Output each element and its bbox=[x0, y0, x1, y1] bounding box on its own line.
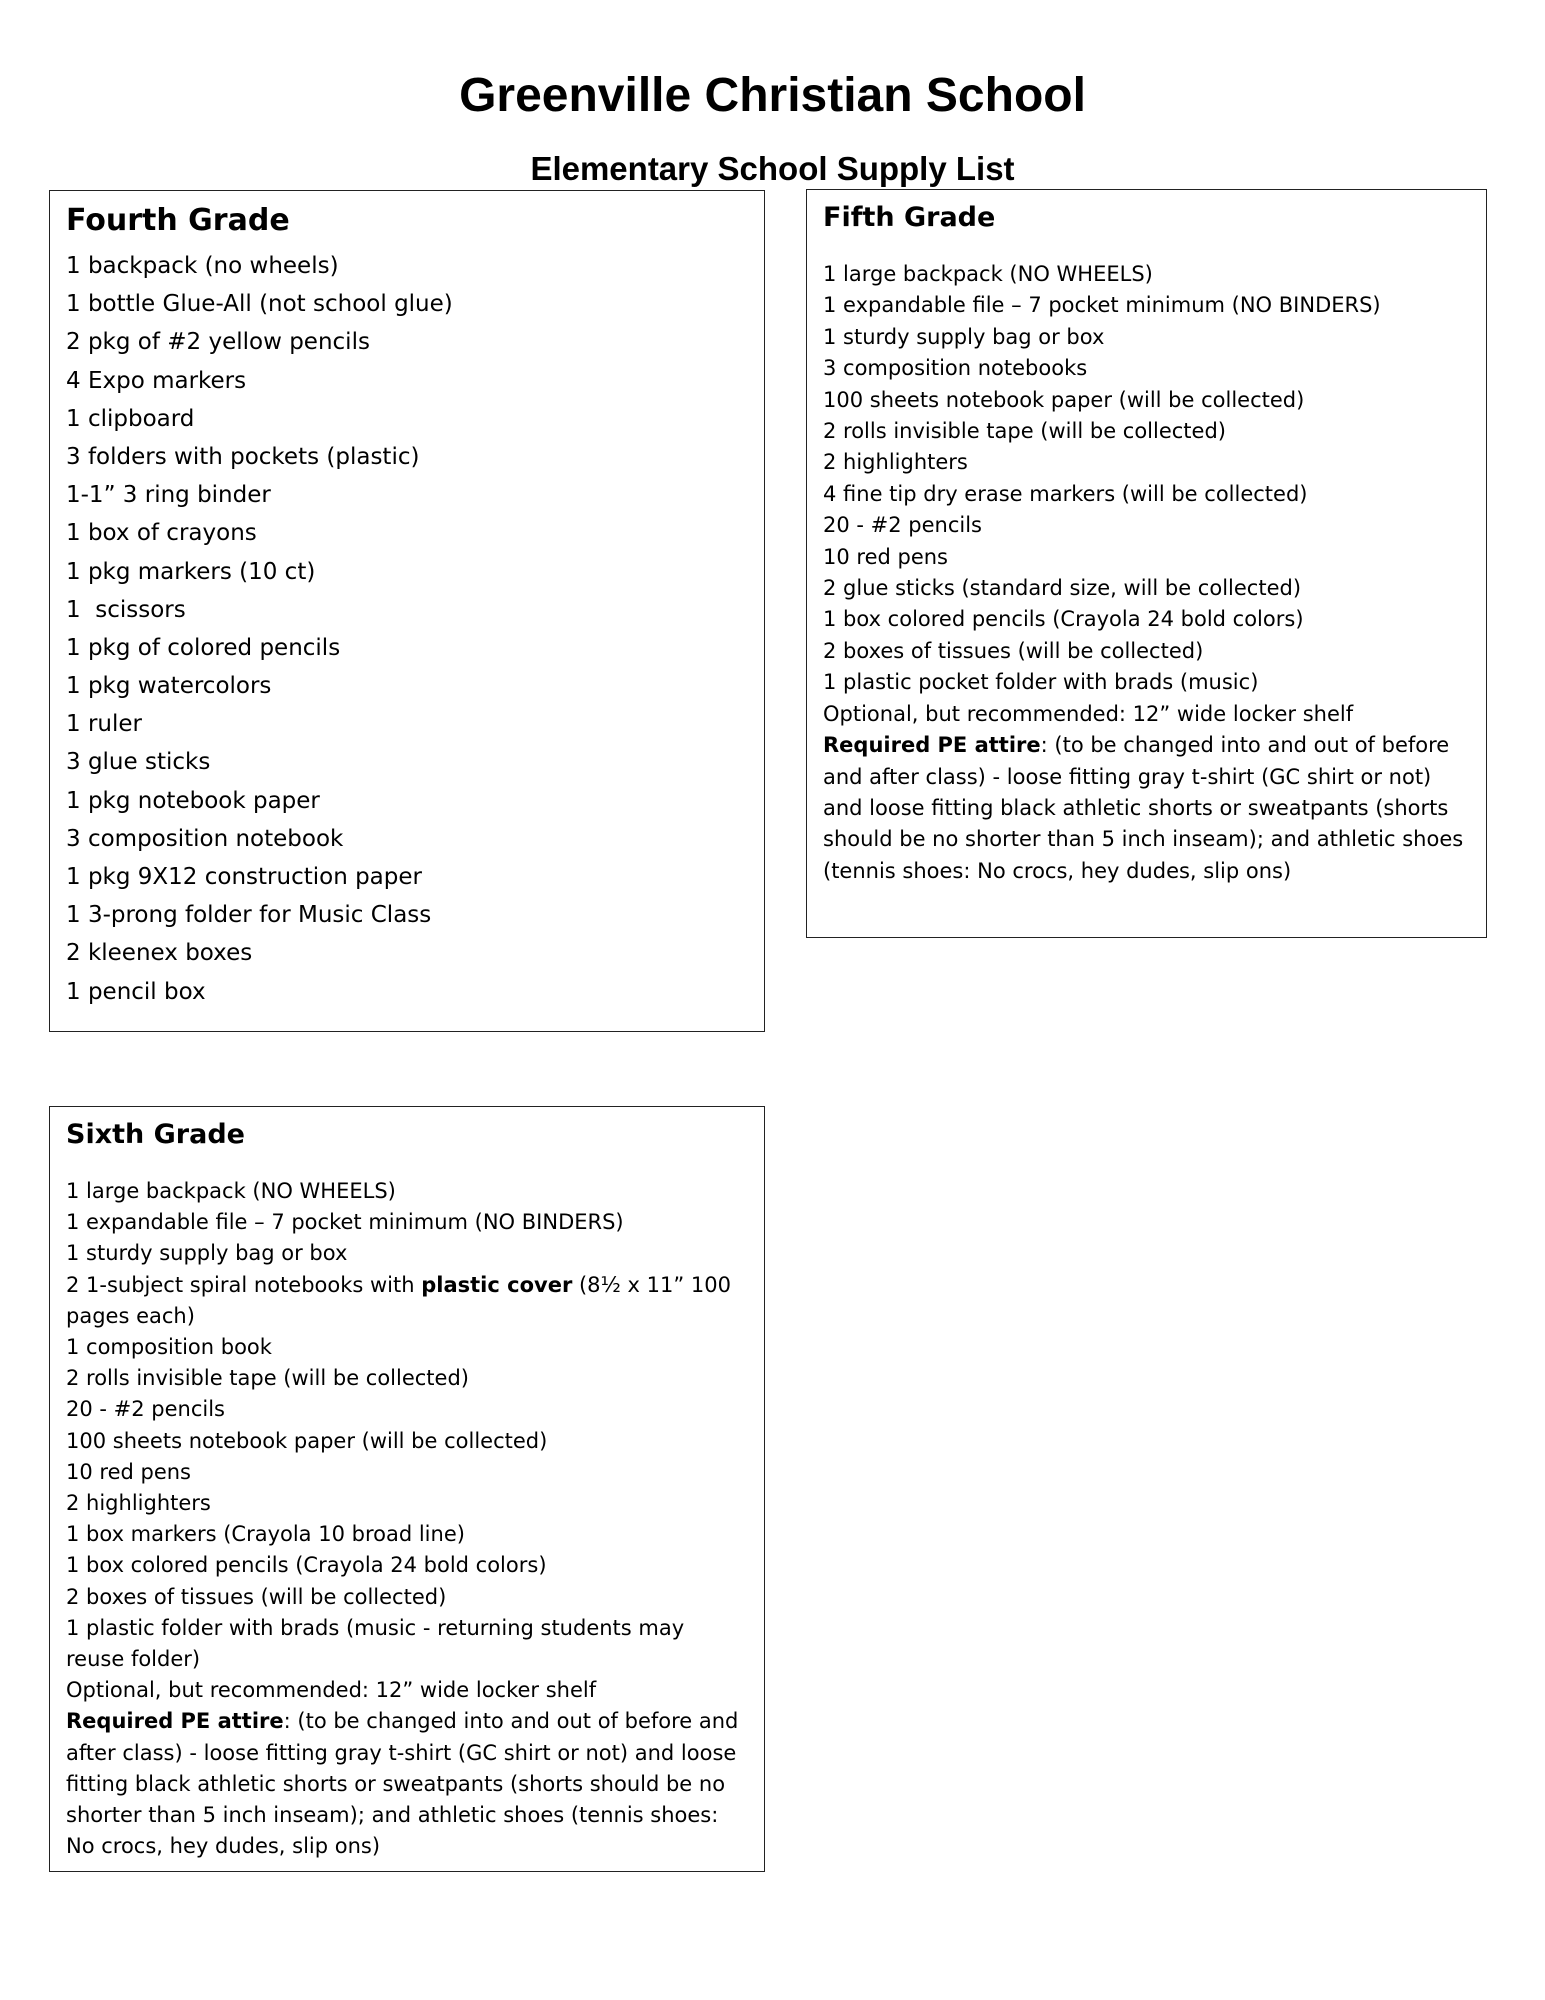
list-item: 2 rolls invisible tape (will be collected) bbox=[823, 419, 1226, 444]
list-item: 1 clipboard bbox=[66, 405, 195, 432]
list-item: 1 ruler bbox=[66, 711, 142, 738]
list-item: 1 box of crayons bbox=[66, 520, 257, 547]
list-item: 1 sturdy supply bag or box bbox=[823, 324, 1105, 349]
list-item: 1 pencil box bbox=[66, 978, 206, 1005]
list-item: 2 glue sticks (standard size, will be collected) bbox=[823, 576, 1302, 601]
list-item: 2 pkg of #2 yellow pencils bbox=[66, 329, 370, 356]
fourth-grade-list bbox=[66, 247, 748, 1011]
list-item: 1 pkg watercolors bbox=[66, 673, 272, 700]
pe-attire-text: : (to be changed into and out of before and after class) - loose fitting gray t-shirt (GC shirt or not) and loose fitting black athletic shorts or sweatpants (shorts should be no shorter than 5 inch inseam); and athletic shoes (tennis shoes: No crocs, hey dudes, slip ons) bbox=[823, 733, 1464, 883]
list-item: 10 red pens bbox=[823, 544, 948, 569]
list-item: 2 highlighters bbox=[66, 1491, 211, 1516]
list-item: 1 large backpack (NO WHEELS) bbox=[823, 262, 1153, 286]
spiral-text-pre: 2 1-subject spiral notebooks with bbox=[66, 1272, 422, 1297]
pe-attire-item bbox=[823, 730, 1470, 887]
pe-attire-label: Required PE attire bbox=[823, 733, 1041, 758]
list-item: 1 box markers (Crayola 10 broad line) bbox=[66, 1522, 465, 1547]
list-item: 1 box colored pencils (Crayola 24 bold colors) bbox=[823, 607, 1304, 632]
list-item: 100 sheets notebook paper (will be collected) bbox=[823, 387, 1305, 412]
list-item: 2 kleenex boxes bbox=[66, 940, 253, 967]
sixth-grade-heading: Sixth Grade bbox=[66, 1119, 245, 1150]
list-item: 2 highlighters bbox=[823, 450, 968, 475]
list-item: Optional, but recommended: 12” wide locker shelf bbox=[66, 1678, 597, 1703]
list-item: Optional, but recommended: 12” wide locker shelf bbox=[823, 701, 1354, 726]
list-item: 20 - #2 pencils bbox=[823, 513, 982, 538]
spiral-text-bold: plastic cover bbox=[421, 1272, 573, 1297]
list-item: 1 bottle Glue-All (not school glue) bbox=[66, 291, 453, 318]
list-item: 4 Expo markers bbox=[66, 367, 247, 394]
list-item: 1 sturdy supply bag or box bbox=[66, 1241, 348, 1266]
list-item: 1 pkg 9X12 construction paper bbox=[66, 864, 422, 890]
list-item: 1 plastic folder with brads (music - returning students may reuse folder) bbox=[66, 1615, 685, 1672]
supply-list-subtitle: Elementary School Supply List bbox=[530, 150, 1015, 187]
list-item: 1-1” 3 ring binder bbox=[66, 482, 271, 509]
list-item: 100 sheets notebook paper (will be collected) bbox=[66, 1428, 548, 1453]
list-item: 1 large backpack (NO WHEELS) bbox=[66, 1179, 396, 1203]
list-item: 1 pkg notebook paper bbox=[66, 787, 320, 814]
list-item: 3 composition notebooks bbox=[823, 356, 1088, 381]
list-item: 4 fine tip dry erase markers (will be collected) bbox=[823, 481, 1308, 506]
list-item: 1 3-prong folder for Music Class bbox=[66, 902, 432, 929]
list-item: 1 backpack (no wheels) bbox=[66, 253, 339, 279]
list-item: 1 plastic pocket folder with brads (music) bbox=[823, 670, 1259, 695]
list-item: 1 scissors bbox=[66, 596, 186, 623]
list-item: 3 composition notebook bbox=[66, 825, 344, 852]
school-title: Greenville Christian School bbox=[459, 69, 1086, 122]
list-item: 1 composition book bbox=[66, 1335, 272, 1360]
fifth-grade-heading: Fifth Grade bbox=[823, 202, 996, 233]
list-item: 1 pkg of colored pencils bbox=[66, 634, 341, 661]
list-item: 10 red pens bbox=[66, 1459, 191, 1484]
list-item: 1 expandable file – 7 pocket minimum (NO BINDERS) bbox=[66, 1210, 624, 1235]
fifth-grade-box bbox=[806, 189, 1487, 938]
list-item: 3 folders with pockets (plastic) bbox=[66, 443, 420, 470]
list-item: 1 pkg markers (10 ct) bbox=[66, 558, 316, 585]
list-item: 3 glue sticks bbox=[66, 749, 211, 776]
spiral-text-post: (8½ x 11” 100 pages each) bbox=[66, 1272, 732, 1328]
spiral-notebook-item bbox=[66, 1270, 748, 1332]
sixth-grade-box bbox=[49, 1106, 765, 1872]
pe-attire-text: : (to be changed into and out of before and after class) - loose fitting gray t-shirt (GC shirt or not) and loose fitting black athletic shorts or sweatpants (shorts should be no shorter than 5 inch inseam); and athletic shoes (tennis shoes: No crocs, hey dudes, slip ons) bbox=[66, 1709, 739, 1859]
list-item: 20 - #2 pencils bbox=[66, 1397, 225, 1422]
sixth-grade-list bbox=[66, 1176, 748, 1862]
pe-attire-label: Required PE attire bbox=[66, 1709, 284, 1734]
list-item: 1 box colored pencils (Crayola 24 bold colors) bbox=[66, 1553, 547, 1578]
pe-attire-item bbox=[66, 1706, 748, 1862]
list-item: 1 expandable file – 7 pocket minimum (NO BINDERS) bbox=[823, 293, 1381, 318]
fourth-grade-box bbox=[49, 190, 765, 1032]
fifth-grade-list bbox=[823, 259, 1470, 887]
list-item: 2 boxes of tissues (will be collected) bbox=[823, 638, 1204, 663]
list-item: 2 boxes of tissues (will be collected) bbox=[66, 1584, 447, 1609]
list-item: 2 rolls invisible tape (will be collected) bbox=[66, 1366, 469, 1391]
fourth-grade-heading: Fourth Grade bbox=[66, 203, 290, 238]
